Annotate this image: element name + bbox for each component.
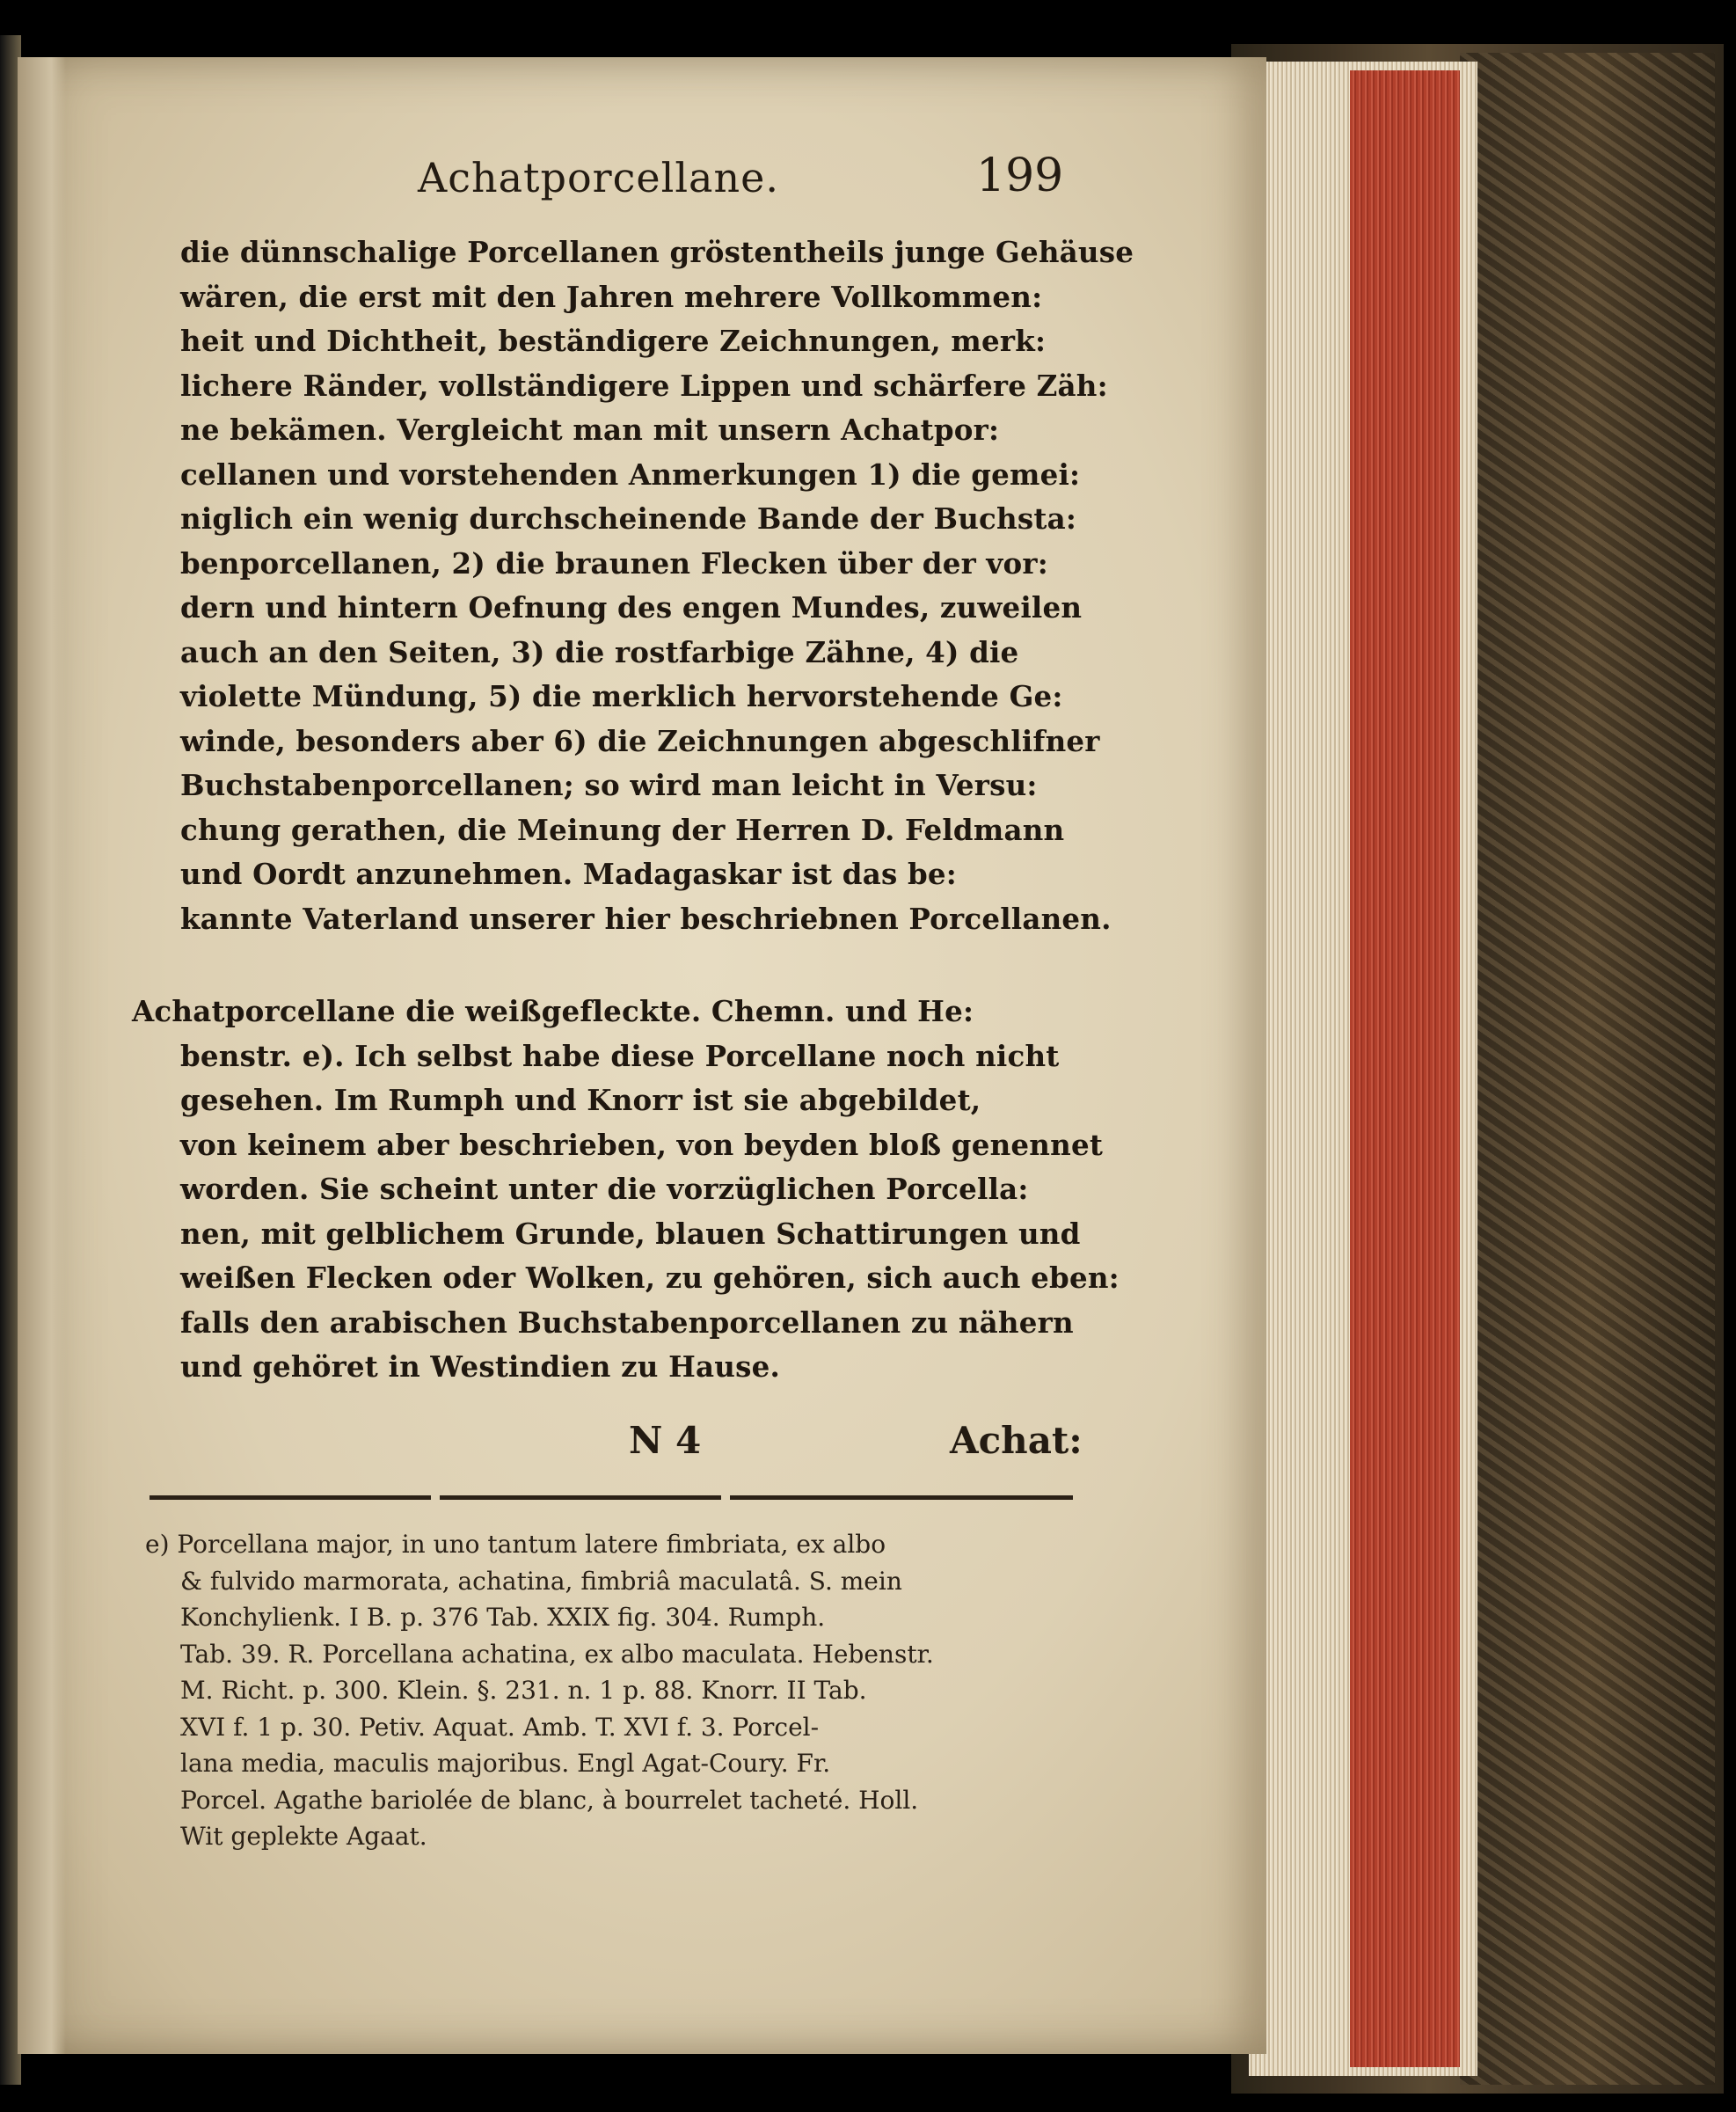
text-line: die dünnschalige Porcellanen gröstentheils junge Gehäuse (180, 235, 1134, 269)
footnote-line: Wit geplekte Agaat. (180, 1822, 427, 1851)
text-line: ne bekämen. Vergleicht man mit unsern Achatpor: (180, 413, 1000, 447)
text-line: violette Mündung, 5) die merklich hervorstehende Ge: (180, 679, 1063, 713)
page-gutter (18, 57, 66, 2054)
text-line: kannte Vaterland unserer hier beschriebnen Porcellanen. (180, 901, 1112, 936)
footnote-line: e) Porcellana major, in uno tantum latere fimbriata, ex albo (145, 1530, 886, 1559)
text-line: cellanen und vorstehenden Anmerkungen 1) die gemei: (180, 457, 1081, 492)
text-line: auch an den Seiten, 3) die rostfarbige Zähne, 4) die (180, 634, 1019, 669)
footnote-rule (730, 1495, 1073, 1500)
red-page-edge (1350, 70, 1460, 2067)
text-line: falls den arabischen Buchstabenporcellanen zu nähern (180, 1304, 1074, 1340)
text-line: benstr. e). Ich selbst habe diese Porcellane noch nicht (180, 1038, 1060, 1073)
text-line: nen, mit gelblichem Grunde, blauen Schattirungen und (180, 1216, 1081, 1251)
footnote-line: lana media, maculis majoribus. Engl Agat-Coury. Fr. (180, 1749, 831, 1778)
text-line: und gehöret in Westindien zu Hause. (180, 1349, 781, 1384)
text-line: weißen Flecken oder Wolken, zu gehören, sich auch eben: (180, 1261, 1120, 1295)
text-line: chung gerathen, die Meinung der Herren D. Feldmann (180, 812, 1065, 847)
catchword: Achat: (950, 1419, 1083, 1462)
text-line: heit und Dichtheit, beständigere Zeichnungen, merk: (180, 324, 1047, 358)
signature-mark: N 4 (629, 1419, 702, 1462)
page-number: 199 (976, 150, 1064, 202)
text-line: Buchstabenporcellanen; so wird man leicht in Versu: (180, 768, 1038, 802)
footnote (145, 1526, 1112, 1855)
entry-heading-line: Achatporcellane die weißgefleckte. Chemn. und He: (132, 994, 974, 1028)
footnote-line: Tab. 39. R. Porcellana achatina, ex albo maculata. Hebenstr. (180, 1639, 934, 1669)
text-line: dern und hintern Oefnung des engen Mundes, zuweilen (180, 590, 1083, 625)
text-line: wären, die erst mit den Jahren mehrere Vollkommen: (180, 279, 1043, 314)
footnote-rule (150, 1495, 431, 1500)
text-line: gesehen. Im Rumph und Knorr ist sie abgebildet, (180, 1083, 981, 1117)
text-line: winde, besonders aber 6) die Zeichnungen abgeschlifner (180, 723, 1100, 758)
paragraph-2 (132, 990, 1120, 1390)
footnote-line: Konchylienk. I B. p. 376 Tab. XXIX fig. 304. Rumph. (180, 1603, 826, 1632)
running-header: Achatporcellane. (418, 154, 779, 201)
footnote-rule (440, 1495, 721, 1500)
footnote-line: Porcel. Agathe bariolée de blanc, à bourrelet tacheté. Holl. (180, 1785, 919, 1815)
text-line: und Oordt anzunehmen. Madagaskar ist das be: (180, 857, 957, 891)
text-line: worden. Sie scheint unter die vorzüglichen Porcella: (180, 1172, 1029, 1206)
text-line: von keinem aber beschrieben, von beyden bloß genennet (180, 1127, 1104, 1162)
footnote-line: & fulvido marmorata, achatina, fimbriâ maculatâ. S. mein (180, 1566, 902, 1596)
text-line: lichere Ränder, vollständigere Lippen und schärfere Zäh: (180, 368, 1108, 403)
footnote-line: M. Richt. p. 300. Klein. §. 231. n. 1 p. 88. Knorr. II Tab. (180, 1676, 867, 1705)
text-line: benporcellanen, 2) die braunen Flecken über der vor: (180, 545, 1048, 581)
paragraph-1 (180, 230, 1134, 941)
leather-cover (1460, 53, 1715, 2085)
footnote-line: XVI f. 1 p. 30. Petiv. Aquat. Amb. T. XVI f. 3. Porcel- (180, 1712, 820, 1742)
text-line: niglich ein wenig durchscheinende Bande der Buchsta: (180, 501, 1077, 536)
